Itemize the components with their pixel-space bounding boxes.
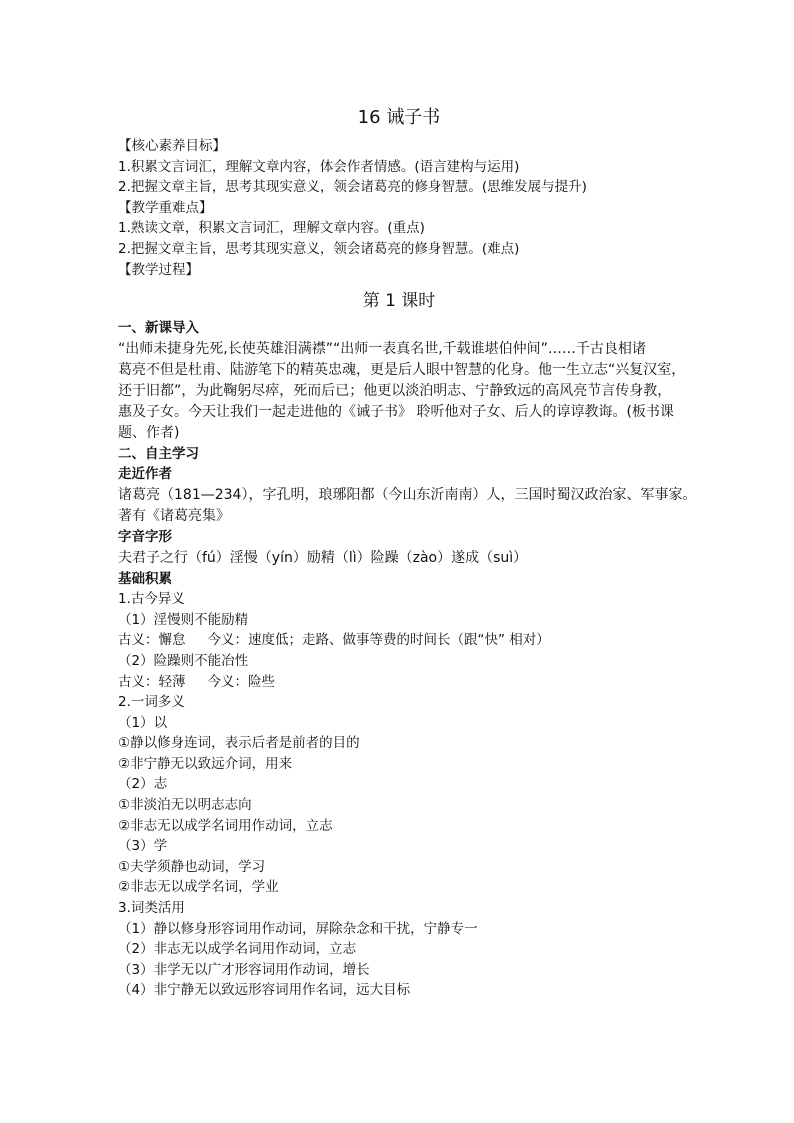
jin-meaning: 今义：速度低；走路、做事等费的时间长（跟“快” 相对） (207, 632, 550, 649)
duoyi-sense: ②非志无以成学名词，学业 (118, 879, 279, 896)
author-line: 诸葛亮（181—234），字孔明，琅琊阳都（今山东沂南南）人，三国时蜀汉政治家、军事家。 (118, 486, 697, 503)
gujin-item: （2）险躁则不能冶性 (118, 652, 249, 669)
cilei-item: （1）静以修身形容词用作动词，屏除杂念和干扰，宁静专一 (118, 920, 478, 937)
cilei-heading: 3.词类活用 (118, 900, 185, 917)
goals-heading: 【核心素养目标】 (118, 138, 226, 154)
gujin-item: （1）淫慢则不能励精 (118, 611, 249, 628)
intro-line: 题、作者) (118, 424, 180, 441)
gujin-meaning (118, 630, 680, 651)
duoyi-sense: ②非宁静无以致远介词，用来 (118, 755, 293, 772)
gujin-meaning (118, 672, 680, 693)
document-title: 16 诫子书 (357, 107, 441, 128)
goal-item: 1.积累文言词汇，理解文章内容，体会作者情感。(语言建构与运用) (118, 158, 520, 175)
intro-paragraph (118, 339, 686, 444)
lesson-title: 第 1 课时 (362, 291, 436, 312)
pron-line (118, 548, 680, 569)
keypoint-item: 1.熟读文章，积累文言词汇，理解文章内容。(重点) (118, 220, 425, 237)
duoyi-word: （1）以 (118, 714, 168, 731)
process-heading: 【教学过程】 (118, 261, 199, 278)
gu-meaning: 古义：轻薄 (118, 673, 186, 690)
duoyi-heading: 2.一词多义 (118, 694, 185, 711)
intro-line: 葛亮不但是杜甫、陆游笔下的精英忠魂，更是后人眼中智慧的化身。他一生立志“兴复汉室， (118, 361, 686, 378)
duoyi-sense: ①非淡泊无以明志志向 (118, 797, 252, 814)
basics-heading: 基础积累 (118, 570, 172, 587)
jin-meaning: 今义：险些 (207, 673, 275, 690)
cilei-item: （2）非志无以成学名词用作动词，立志 (118, 941, 357, 958)
author-line: 著有《诸葛亮集》 (118, 507, 230, 524)
gu-meaning: 古义：懈怠 (118, 632, 186, 649)
goal-item: 2.把握文章主旨，思考其现实意义，领会诸葛亮的修身智慧。(思维发展与提升) (118, 179, 587, 196)
duoyi-sense: ①夫学须静也动词，学习 (118, 858, 266, 875)
duoyi-word: （2）志 (118, 776, 168, 793)
duoyi-sense: ②非志无以成学名词用作动词，立志 (118, 817, 333, 834)
cilei-item: （4）非宁静无以致远形容词用作名词，远大目标 (118, 982, 411, 999)
intro-line: 还于旧都”，为此鞠躬尽瘁，死而后已；他更以淡泊明志、宁静致远的高风亮节言传身教， (118, 382, 672, 399)
duoyi-sense: ①静以修身连词，表示后者是前者的目的 (118, 735, 360, 752)
document-page (118, 104, 697, 1001)
part1-heading: 一、新课导入 (118, 320, 199, 337)
intro-line: 惠及子女。今天让我们一起走进他的《诫子书》 聆听他对子女、后人的谆谆教诲。(板书课 (118, 403, 674, 420)
gujin-heading: 1.古今异义 (118, 591, 185, 608)
pron-heading: 字音字形 (118, 528, 172, 545)
intro-line: “出师未捷身先死,长使英雄泪满襟”“出师一表真名世,千载谁堪伯仲间”……千古良相诸 (118, 340, 646, 357)
keypoint-item: 2.把握文章主旨，思考其现实意义，领会诸葛亮的修身智慧。(难点) (118, 240, 520, 257)
pron-text: 夫君子之行（fú）淫慢（yín）励精（lì）险躁（zào）遂成（suì） (118, 549, 528, 566)
author-heading: 走近作者 (118, 466, 172, 483)
part2-heading: 二、自主学习 (118, 445, 199, 462)
keypoints-heading: 【教学重难点】 (118, 199, 213, 216)
duoyi-word: （3）学 (118, 838, 168, 855)
cilei-item: （3）非学无以广才形容词用作动词，增长 (118, 961, 370, 978)
author-paragraph (118, 485, 697, 527)
